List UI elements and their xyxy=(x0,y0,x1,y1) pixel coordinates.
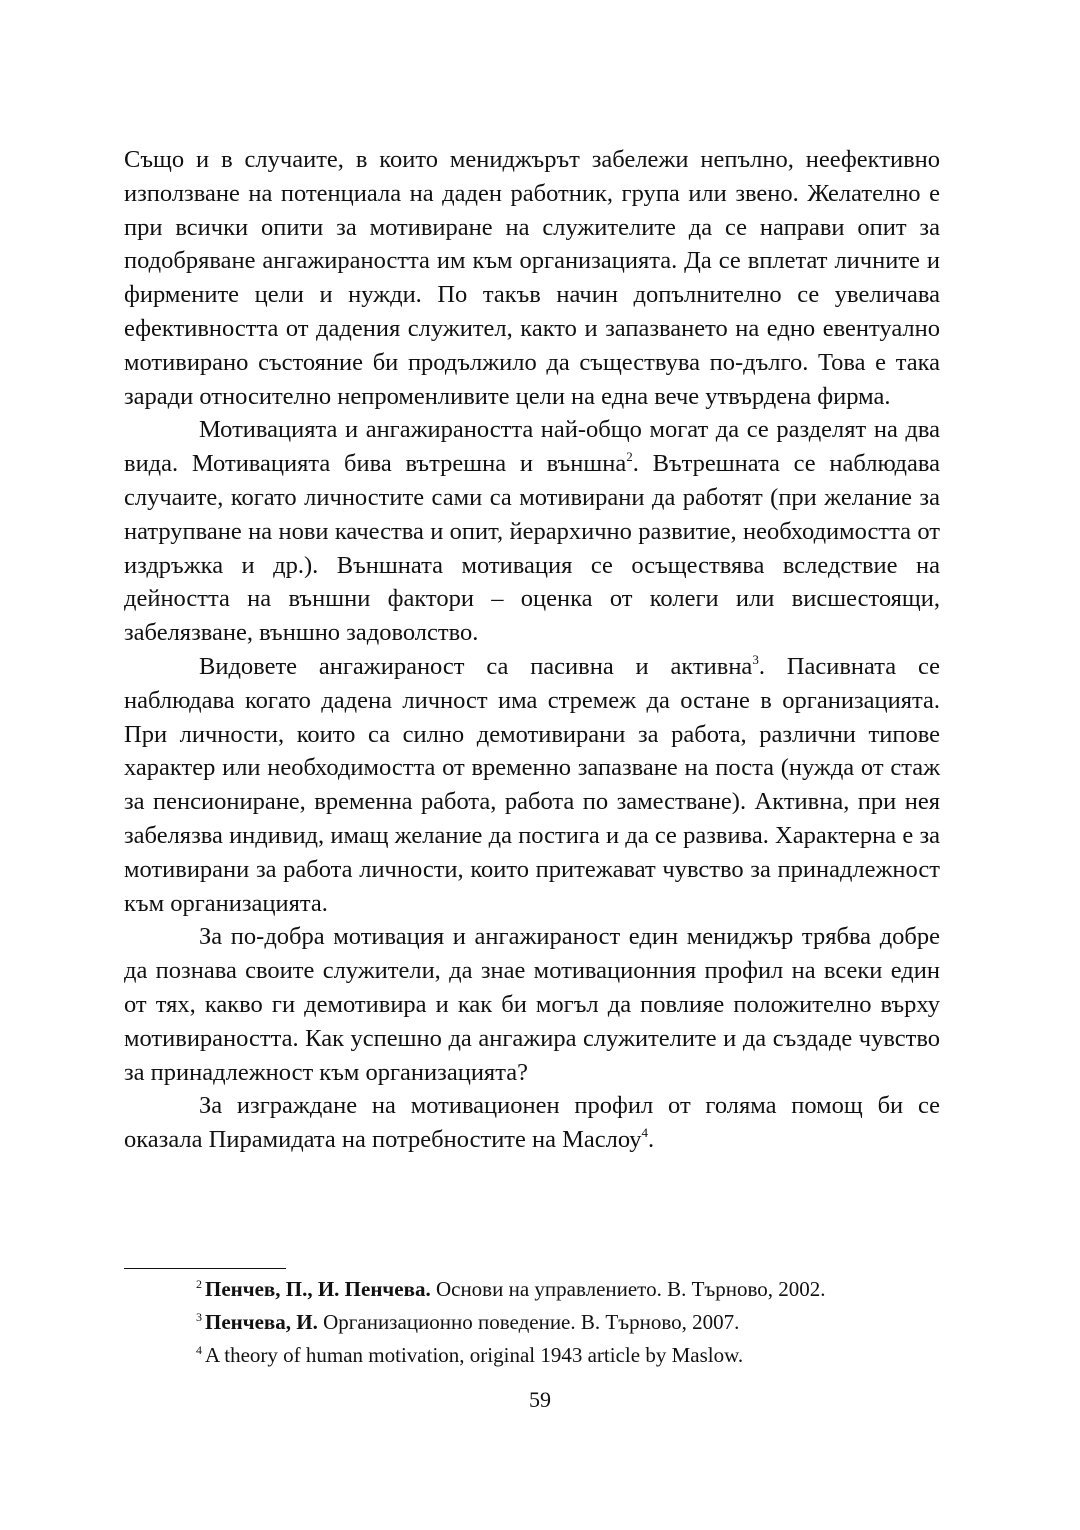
footnote-2-author: Пенчев, П., И. Пенчева. xyxy=(205,1277,431,1301)
footnote-3 xyxy=(124,1307,940,1340)
footnote-mark-2: 2 xyxy=(196,1277,202,1291)
paragraph-2 xyxy=(124,413,940,650)
paragraph-1: Също и в случаите, в които мениджърът забележи непълно, неефективно използване на потенциала на даден работник, група или звено. Желателно е при всички опити за мотивиране на служителите да се направи опит за подобряване ангажираността им към организацията. Да се вплетат личните и фирмените цели и нужди. По такъв начин допълнително се увеличава ефективността от дадения служител, както и запазването на едно евентуално мотивирано състояние би продължило да съществува по-дълго. Това е така заради относително непроменливите цели на една вече утвърдена фирма. xyxy=(124,146,940,410)
footnote-ref-2: 2 xyxy=(626,449,633,465)
page-number: 59 xyxy=(529,1387,551,1412)
footnote-2 xyxy=(124,1274,940,1307)
paragraph-5-text-before: За изграждане на мотивационен профил от голяма помощ би се оказала Пирамидата на потребностите на Маслоу xyxy=(124,1092,940,1154)
main-text xyxy=(124,143,940,1157)
footnote-divider xyxy=(124,1268,286,1269)
paragraph-4: За по-добра мотивация и ангажираност един мениджър трябва добре да познава своите служители, да знае мотивационния профил на всеки един от тях, какво ги демотивира и как би могъл да повлияе положително върху мотивираността. Как успешно да ангажира служителите и да създаде чувство за принадлежност към организацията? xyxy=(124,923,940,1086)
footnote-3-author: Пенчева, И. xyxy=(205,1310,318,1334)
footnote-mark-4: 4 xyxy=(196,1343,202,1357)
footnote-2-text: Основи на управлението. В. Търново, 2002. xyxy=(430,1277,826,1301)
paragraph-5 xyxy=(124,1089,940,1157)
footnotes xyxy=(124,1274,940,1373)
footnote-4-text: A theory of human motivation, original 1943 article by Maslow. xyxy=(205,1343,744,1367)
footnote-mark-3: 3 xyxy=(196,1310,202,1324)
paragraph-2-text-before: Мотивацията и ангажираността най-общо могат да се разделят на два вида. Мотивацията бива вътрешна и външна xyxy=(124,416,940,478)
paragraph-2-text-after: . Вътрешната се наблюдава случаите, когато личностите сами са мотивирани да работят (при желание за натрупване на нови качества и опит, йерархично развитие, необходимостта от издръжка и др.). Външната мотивация се осъществява вследствие на дейността на външни фактори – оценка от колеги или висшестоящи, забелязване, външно задоволство. xyxy=(124,450,941,647)
footnote-4 xyxy=(124,1340,940,1373)
footnote-ref-3: 3 xyxy=(752,651,759,667)
paragraph-3-text-before: Видовете ангажираност са пасивна и активна xyxy=(199,652,753,680)
paragraph-3-text-after: . Пасивната се наблюдава когато дадена личност има стремеж да остане в организацията. При личности, които са силно демотивирани за работа, различни типове характер или необходимостта от временно запазване на поста (нужда от стаж за пенсиониране, временна работа, работа по заместване). Активна, при нея забелязва индивид, имащ желание да постига и да се развива. Характерна е за мотивирани за работа личности, които притежават чувство за принадлежност към организацията. xyxy=(124,652,940,917)
footnote-ref-4: 4 xyxy=(641,1124,648,1140)
paragraph-3 xyxy=(124,650,940,920)
footnote-3-text: Организационно поведение. В. Търново, 2007. xyxy=(317,1310,740,1334)
paragraph-5-text-after: . xyxy=(647,1126,655,1154)
